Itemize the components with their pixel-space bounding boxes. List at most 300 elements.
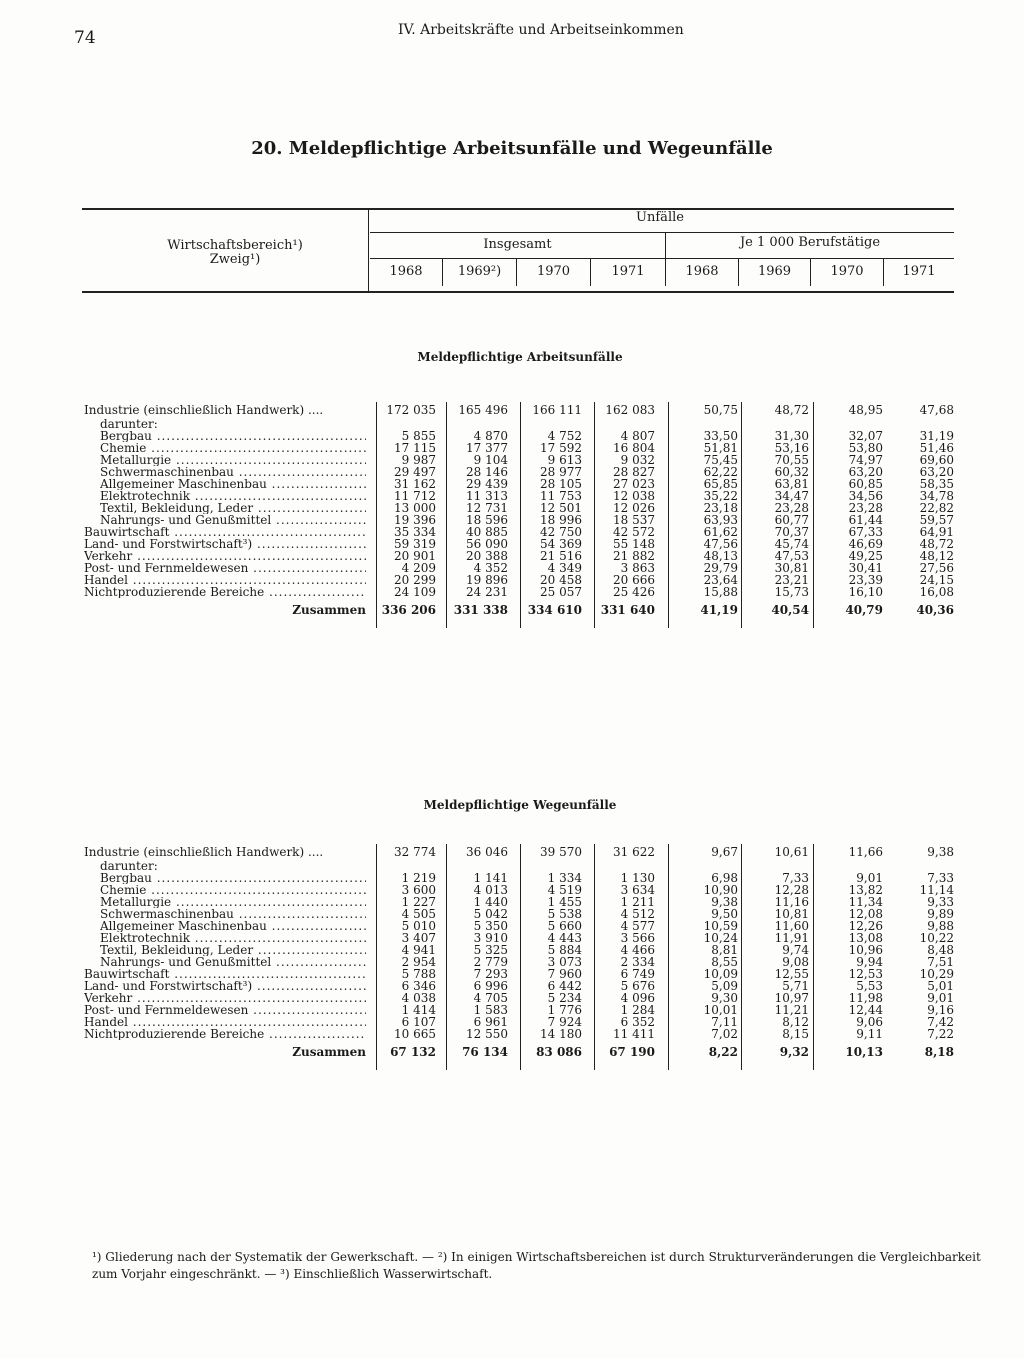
value-cell: 16,10 bbox=[848, 585, 883, 599]
value-cell: 3 863 bbox=[620, 561, 655, 575]
value-cell: 17 592 bbox=[540, 441, 582, 455]
value-cell: 12 550 bbox=[466, 1027, 508, 1041]
value-cell: 10,09 bbox=[703, 967, 738, 981]
year-header: 1971 bbox=[902, 264, 936, 279]
value-cell: 28 105 bbox=[540, 477, 582, 491]
value-cell: 69,60 bbox=[919, 453, 954, 467]
value-cell: 60,32 bbox=[774, 465, 809, 479]
value-cell: 31 162 bbox=[394, 477, 436, 491]
value-cell: 11 411 bbox=[613, 1027, 655, 1041]
value-cell: 8,81 bbox=[711, 943, 738, 957]
value-cell: 12 038 bbox=[613, 489, 655, 503]
value-cell: 9,30 bbox=[711, 991, 738, 1005]
value-cell: 4 870 bbox=[473, 429, 508, 443]
value-cell: 7,22 bbox=[927, 1027, 954, 1041]
value-cell: 70,55 bbox=[774, 453, 809, 467]
value-cell: 8,48 bbox=[927, 943, 954, 957]
value-cell: 9 032 bbox=[620, 453, 655, 467]
table-row bbox=[84, 586, 1024, 598]
value-cell: 11,66 bbox=[848, 845, 883, 859]
value-cell: 50,75 bbox=[703, 403, 738, 417]
value-cell: 49,25 bbox=[848, 549, 883, 563]
page-number: 74 bbox=[74, 28, 96, 48]
value-cell: 7,02 bbox=[711, 1027, 738, 1041]
value-cell: 12,28 bbox=[774, 883, 809, 897]
row-label: Industrie (einschließlich Handwerk) .... bbox=[84, 846, 324, 858]
row-label: Post- und Fernmeldewesen ..... bbox=[84, 1004, 366, 1016]
value-cell: 12 501 bbox=[540, 501, 582, 515]
value-cell: 6,98 bbox=[711, 871, 738, 885]
value-cell: 4 705 bbox=[473, 991, 508, 1005]
value-cell: 9,38 bbox=[711, 895, 738, 909]
year-header: 1968 bbox=[389, 264, 423, 279]
value-cell: 24,15 bbox=[919, 573, 954, 587]
value-cell: 74,97 bbox=[848, 453, 883, 467]
row-label: Handel ..... bbox=[84, 574, 366, 586]
value-cell: 1 583 bbox=[473, 1003, 508, 1017]
value-cell: 21 882 bbox=[613, 549, 655, 563]
value-cell: 9,94 bbox=[856, 955, 883, 969]
value-cell: 9 104 bbox=[473, 453, 508, 467]
value-cell: 9,01 bbox=[856, 871, 883, 885]
header-insgesamt: Insgesamt bbox=[483, 237, 552, 252]
value-cell: 53,80 bbox=[848, 441, 883, 455]
value-cell: 8,55 bbox=[711, 955, 738, 969]
value-cell: 23,28 bbox=[848, 501, 883, 515]
value-cell: 10,01 bbox=[703, 1003, 738, 1017]
value-cell: 4 013 bbox=[473, 883, 508, 897]
table-row bbox=[84, 404, 1024, 418]
value-cell: 8,18 bbox=[924, 1045, 954, 1059]
row-label: Bauwirtschaft ..... bbox=[84, 968, 366, 980]
value-cell: 7,11 bbox=[711, 1015, 738, 1029]
value-cell: 166 111 bbox=[532, 403, 582, 417]
value-cell: 63,93 bbox=[703, 513, 738, 527]
value-cell: 12,53 bbox=[848, 967, 883, 981]
value-cell: 10,97 bbox=[774, 991, 809, 1005]
section-title: Meldepflichtige Wegeunfälle bbox=[423, 798, 617, 812]
value-cell: 11,91 bbox=[774, 931, 809, 945]
year-header: 1969 bbox=[757, 264, 792, 279]
value-cell: 51,81 bbox=[703, 441, 738, 455]
value-cell: 11,34 bbox=[848, 895, 883, 909]
table-title: 20. Meldepflichtige Arbeitsunfälle und Wegeunfälle bbox=[251, 138, 773, 159]
value-cell: 6 107 bbox=[401, 1015, 436, 1029]
value-cell: 24 231 bbox=[466, 585, 508, 599]
value-cell: 6 749 bbox=[620, 967, 655, 981]
value-cell: 6 442 bbox=[547, 979, 582, 993]
value-cell: 11,21 bbox=[774, 1003, 809, 1017]
table-row bbox=[84, 846, 1024, 860]
row-label: Chemie ..... bbox=[100, 884, 366, 896]
value-cell: 76 134 bbox=[462, 1045, 508, 1059]
value-cell: 17 377 bbox=[466, 441, 508, 455]
row-label: Nahrungs- und Genußmittel ..... bbox=[100, 514, 366, 526]
value-cell: 11 313 bbox=[466, 489, 508, 503]
value-cell: 9,38 bbox=[927, 845, 954, 859]
value-cell: 4 807 bbox=[620, 429, 655, 443]
value-cell: 2 954 bbox=[401, 955, 436, 969]
value-cell: 34,56 bbox=[848, 489, 883, 503]
value-cell: 4 577 bbox=[620, 919, 655, 933]
row-label: Bergbau ..... bbox=[100, 430, 366, 442]
value-cell: 9,89 bbox=[927, 907, 954, 921]
value-cell: 7,33 bbox=[782, 871, 809, 885]
value-cell: 4 096 bbox=[620, 991, 655, 1005]
row-label: Zusammen bbox=[292, 604, 366, 616]
value-cell: 16,08 bbox=[919, 585, 954, 599]
value-cell: 10,61 bbox=[774, 845, 809, 859]
value-cell: 20 458 bbox=[540, 573, 582, 587]
value-cell: 22,82 bbox=[919, 501, 954, 515]
value-cell: 20 299 bbox=[394, 573, 436, 587]
value-cell: 1 130 bbox=[620, 871, 655, 885]
row-label: Bauwirtschaft ..... bbox=[84, 526, 366, 538]
stub-header-line1: Wirtschaftsbereich¹) bbox=[167, 238, 303, 253]
value-cell: 47,53 bbox=[774, 549, 809, 563]
value-cell: 5 234 bbox=[547, 991, 582, 1005]
value-cell: 58,35 bbox=[919, 477, 954, 491]
row-label: Textil, Bekleidung, Leder ..... bbox=[100, 502, 366, 514]
year-header: 1970 bbox=[830, 264, 864, 279]
value-cell: 20 666 bbox=[613, 573, 655, 587]
table-row bbox=[84, 1028, 1024, 1040]
value-cell: 60,77 bbox=[774, 513, 809, 527]
value-cell: 9 613 bbox=[547, 453, 582, 467]
value-cell: 10,59 bbox=[703, 919, 738, 933]
value-cell: 9,06 bbox=[856, 1015, 883, 1029]
value-cell: 13,08 bbox=[848, 931, 883, 945]
row-label: Metallurgie ..... bbox=[100, 896, 366, 908]
value-cell: 54 369 bbox=[540, 537, 582, 551]
value-cell: 2 779 bbox=[473, 955, 508, 969]
value-cell: 1 211 bbox=[620, 895, 655, 909]
value-cell: 4 512 bbox=[620, 907, 655, 921]
total-row bbox=[84, 604, 1024, 616]
value-cell: 9,88 bbox=[927, 919, 954, 933]
value-cell: 9,32 bbox=[779, 1045, 809, 1059]
value-cell: 23,28 bbox=[774, 501, 809, 515]
value-cell: 20 901 bbox=[394, 549, 436, 563]
value-cell: 172 035 bbox=[386, 403, 436, 417]
value-cell: 5 538 bbox=[547, 907, 582, 921]
value-cell: 1 334 bbox=[547, 871, 582, 885]
value-cell: 62,22 bbox=[703, 465, 738, 479]
value-cell: 25 426 bbox=[613, 585, 655, 599]
value-cell: 12,44 bbox=[848, 1003, 883, 1017]
value-cell: 6 352 bbox=[620, 1015, 655, 1029]
value-cell: 27,56 bbox=[919, 561, 954, 575]
value-cell: 9,08 bbox=[782, 955, 809, 969]
value-cell: 11,60 bbox=[774, 919, 809, 933]
value-cell: 48,12 bbox=[919, 549, 954, 563]
row-label: Elektrotechnik ..... bbox=[100, 932, 366, 944]
value-cell: 12 026 bbox=[613, 501, 655, 515]
value-cell: 61,44 bbox=[848, 513, 883, 527]
row-label: Chemie ..... bbox=[100, 442, 366, 454]
row-label: Nichtproduzierende Bereiche ..... bbox=[84, 586, 366, 598]
value-cell: 31,19 bbox=[919, 429, 954, 443]
value-cell: 4 519 bbox=[547, 883, 582, 897]
value-cell: 70,37 bbox=[774, 525, 809, 539]
value-cell: 30,41 bbox=[848, 561, 883, 575]
value-cell: 23,64 bbox=[703, 573, 738, 587]
value-cell: 32,07 bbox=[848, 429, 883, 443]
value-cell: 10,81 bbox=[774, 907, 809, 921]
value-cell: 3 600 bbox=[401, 883, 436, 897]
value-cell: 4 466 bbox=[620, 943, 655, 957]
value-cell: 1 455 bbox=[547, 895, 582, 909]
value-cell: 29 439 bbox=[466, 477, 508, 491]
value-cell: 27 023 bbox=[613, 477, 655, 491]
value-cell: 9,01 bbox=[927, 991, 954, 1005]
value-cell: 1 414 bbox=[401, 1003, 436, 1017]
value-cell: 31,30 bbox=[774, 429, 809, 443]
value-cell: 5 788 bbox=[401, 967, 436, 981]
value-cell: 5 855 bbox=[401, 429, 436, 443]
value-cell: 55 148 bbox=[613, 537, 655, 551]
data-table bbox=[84, 404, 1024, 616]
value-cell: 334 610 bbox=[527, 603, 582, 617]
value-cell: 5,01 bbox=[927, 979, 954, 993]
value-cell: 40,54 bbox=[771, 603, 809, 617]
value-cell: 14 180 bbox=[540, 1027, 582, 1041]
value-cell: 3 566 bbox=[620, 931, 655, 945]
value-cell: 3 634 bbox=[620, 883, 655, 897]
value-cell: 15,73 bbox=[774, 585, 809, 599]
row-label: Allgemeiner Maschinenbau ..... bbox=[100, 920, 366, 932]
value-cell: 7,51 bbox=[927, 955, 954, 969]
value-cell: 5 042 bbox=[473, 907, 508, 921]
value-cell: 11,16 bbox=[774, 895, 809, 909]
value-cell: 8,22 bbox=[708, 1045, 738, 1059]
year-header: 1971 bbox=[611, 264, 645, 279]
value-cell: 19 396 bbox=[394, 513, 436, 527]
footnote: ¹) Gliederung nach der Systematik der Gewerkschaft. — ²) In einigen Wirtschaftsbereichen ist durch Strukturveränderungen die Vergleichbarkeit zum Vorjahr eingeschränkt. — ³) Einschließlich Wasserwirtschaft. bbox=[92, 1250, 981, 1281]
value-cell: 5 325 bbox=[473, 943, 508, 957]
value-cell: 48,72 bbox=[919, 537, 954, 551]
value-cell: 9,50 bbox=[711, 907, 738, 921]
value-cell: 40,79 bbox=[845, 603, 883, 617]
value-cell: 48,72 bbox=[774, 403, 809, 417]
value-cell: 20 388 bbox=[466, 549, 508, 563]
value-cell: 9 987 bbox=[401, 453, 436, 467]
value-cell: 9,33 bbox=[927, 895, 954, 909]
value-cell: 34,47 bbox=[774, 489, 809, 503]
value-cell: 5 884 bbox=[547, 943, 582, 957]
row-label: Schwermaschinenbau ..... bbox=[100, 908, 366, 920]
row-label: Schwermaschinenbau ..... bbox=[100, 466, 366, 478]
value-cell: 2 334 bbox=[620, 955, 655, 969]
value-cell: 9,67 bbox=[711, 845, 738, 859]
value-cell: 64,91 bbox=[919, 525, 954, 539]
value-cell: 4 352 bbox=[473, 561, 508, 575]
value-cell: 11,14 bbox=[919, 883, 954, 897]
value-cell: 9,74 bbox=[782, 943, 809, 957]
value-cell: 29 497 bbox=[394, 465, 436, 479]
value-cell: 21 516 bbox=[540, 549, 582, 563]
value-cell: 28 827 bbox=[613, 465, 655, 479]
value-cell: 12,26 bbox=[848, 919, 883, 933]
value-cell: 51,46 bbox=[919, 441, 954, 455]
value-cell: 42 572 bbox=[613, 525, 655, 539]
value-cell: 61,62 bbox=[703, 525, 738, 539]
value-cell: 12,55 bbox=[774, 967, 809, 981]
value-cell: 10 665 bbox=[394, 1027, 436, 1041]
value-cell: 47,68 bbox=[919, 403, 954, 417]
row-label: Elektrotechnik ..... bbox=[100, 490, 366, 502]
value-cell: 42 750 bbox=[540, 525, 582, 539]
value-cell: 18 537 bbox=[613, 513, 655, 527]
value-cell: 59 319 bbox=[394, 537, 436, 551]
row-label: Bergbau ..... bbox=[100, 872, 366, 884]
value-cell: 1 440 bbox=[473, 895, 508, 909]
value-cell: 12,08 bbox=[848, 907, 883, 921]
value-cell: 10,29 bbox=[919, 967, 954, 981]
value-cell: 48,13 bbox=[703, 549, 738, 563]
row-label: Land- und Forstwirtschaft³) ..... bbox=[84, 980, 366, 992]
value-cell: 331 640 bbox=[600, 603, 655, 617]
value-cell: 65,85 bbox=[703, 477, 738, 491]
value-cell: 46,69 bbox=[848, 537, 883, 551]
value-cell: 7 960 bbox=[547, 967, 582, 981]
value-cell: 13 000 bbox=[394, 501, 436, 515]
value-cell: 35 334 bbox=[394, 525, 436, 539]
value-cell: 67,33 bbox=[848, 525, 883, 539]
row-label: Industrie (einschließlich Handwerk) .... bbox=[84, 404, 324, 416]
value-cell: 5,09 bbox=[711, 979, 738, 993]
value-cell: 17 115 bbox=[394, 441, 436, 455]
value-cell: 28 977 bbox=[540, 465, 582, 479]
value-cell: 75,45 bbox=[703, 453, 738, 467]
value-cell: 7 924 bbox=[547, 1015, 582, 1029]
value-cell: 10,13 bbox=[845, 1045, 883, 1059]
stub-header-line2: Zweig¹) bbox=[209, 252, 261, 267]
value-cell: 4 349 bbox=[547, 561, 582, 575]
data-table bbox=[84, 846, 1024, 1058]
value-cell: 19 896 bbox=[466, 573, 508, 587]
value-cell: 9,11 bbox=[856, 1027, 883, 1041]
value-cell: 1 219 bbox=[401, 871, 436, 885]
value-cell: 5,53 bbox=[856, 979, 883, 993]
value-cell: 4 443 bbox=[547, 931, 582, 945]
value-cell: 47,56 bbox=[703, 537, 738, 551]
row-label: Allgemeiner Maschinenbau ..... bbox=[100, 478, 366, 490]
row-label: Nahrungs- und Genußmittel ..... bbox=[100, 956, 366, 968]
value-cell: 60,85 bbox=[848, 477, 883, 491]
value-cell: 165 496 bbox=[458, 403, 508, 417]
value-cell: 10,22 bbox=[919, 931, 954, 945]
value-cell: 67 190 bbox=[609, 1045, 655, 1059]
value-cell: 6 996 bbox=[473, 979, 508, 993]
row-label: Metallurgie ..... bbox=[100, 454, 366, 466]
section-title: Meldepflichtige Arbeitsunfälle bbox=[417, 350, 623, 364]
year-header: 1969²) bbox=[457, 264, 502, 279]
value-cell: 48,95 bbox=[848, 403, 883, 417]
value-cell: 4 038 bbox=[401, 991, 436, 1005]
value-cell: 18 596 bbox=[466, 513, 508, 527]
value-cell: 23,39 bbox=[848, 573, 883, 587]
total-row bbox=[84, 1046, 1024, 1058]
value-cell: 6 961 bbox=[473, 1015, 508, 1029]
value-cell: 39 570 bbox=[540, 845, 582, 859]
value-cell: 4 209 bbox=[401, 561, 436, 575]
value-cell: 10,96 bbox=[848, 943, 883, 957]
value-cell: 40,36 bbox=[916, 603, 954, 617]
value-cell: 4 505 bbox=[401, 907, 436, 921]
value-cell: 63,20 bbox=[848, 465, 883, 479]
value-cell: 10,24 bbox=[703, 931, 738, 945]
value-cell: 41,19 bbox=[700, 603, 738, 617]
value-cell: 23,18 bbox=[703, 501, 738, 515]
value-cell: 7 293 bbox=[473, 967, 508, 981]
value-cell: 5 660 bbox=[547, 919, 582, 933]
value-cell: 7,42 bbox=[927, 1015, 954, 1029]
value-cell: 5 010 bbox=[401, 919, 436, 933]
running-head: IV. Arbeitskräfte und Arbeitseinkommen bbox=[398, 22, 684, 38]
value-cell: 8,12 bbox=[782, 1015, 809, 1029]
value-cell: 1 227 bbox=[401, 895, 436, 909]
value-cell: 5 676 bbox=[620, 979, 655, 993]
value-cell: 1 776 bbox=[547, 1003, 582, 1017]
value-cell: 30,81 bbox=[774, 561, 809, 575]
year-header: 1970 bbox=[536, 264, 571, 279]
value-cell: 11 712 bbox=[394, 489, 436, 503]
value-cell: 36 046 bbox=[466, 845, 508, 859]
row-label: Verkehr ..... bbox=[84, 550, 366, 562]
value-cell: 63,20 bbox=[919, 465, 954, 479]
value-cell: 5 350 bbox=[473, 919, 508, 933]
value-cell: 162 083 bbox=[605, 403, 655, 417]
value-cell: 56 090 bbox=[466, 537, 508, 551]
value-cell: 45,74 bbox=[774, 537, 809, 551]
row-label: Nichtproduzierende Bereiche ..... bbox=[84, 1028, 366, 1040]
value-cell: 25 057 bbox=[540, 585, 582, 599]
value-cell: 32 774 bbox=[394, 845, 436, 859]
value-cell: 59,57 bbox=[919, 513, 954, 527]
value-cell: 23,21 bbox=[774, 573, 809, 587]
value-cell: 24 109 bbox=[394, 585, 436, 599]
value-cell: 6 346 bbox=[401, 979, 436, 993]
row-label: darunter: bbox=[100, 418, 158, 430]
value-cell: 10,90 bbox=[703, 883, 738, 897]
value-cell: 3 407 bbox=[401, 931, 436, 945]
value-cell: 1 284 bbox=[620, 1003, 655, 1017]
header-je1000: Je 1 000 Berufstätige bbox=[739, 235, 881, 250]
value-cell: 63,81 bbox=[774, 477, 809, 491]
value-cell: 67 132 bbox=[390, 1045, 436, 1059]
value-cell: 3 910 bbox=[473, 931, 508, 945]
row-label: Handel ..... bbox=[84, 1016, 366, 1028]
value-cell: 18 996 bbox=[540, 513, 582, 527]
row-label: Verkehr ..... bbox=[84, 992, 366, 1004]
value-cell: 11 753 bbox=[540, 489, 582, 503]
row-label: Land- und Forstwirtschaft³) ..... bbox=[84, 538, 366, 550]
value-cell: 29,79 bbox=[703, 561, 738, 575]
row-label: Post- und Fernmeldewesen ..... bbox=[84, 562, 366, 574]
row-label: Textil, Bekleidung, Leder ..... bbox=[100, 944, 366, 956]
value-cell: 28 146 bbox=[466, 465, 508, 479]
value-cell: 12 731 bbox=[466, 501, 508, 515]
value-cell: 5,71 bbox=[782, 979, 809, 993]
value-cell: 31 622 bbox=[613, 845, 655, 859]
header-unfaelle: Unfälle bbox=[636, 210, 684, 225]
value-cell: 33,50 bbox=[703, 429, 738, 443]
row-label: Zusammen bbox=[292, 1046, 366, 1058]
value-cell: 16 804 bbox=[613, 441, 655, 455]
value-cell: 3 073 bbox=[547, 955, 582, 969]
value-cell: 13,82 bbox=[848, 883, 883, 897]
